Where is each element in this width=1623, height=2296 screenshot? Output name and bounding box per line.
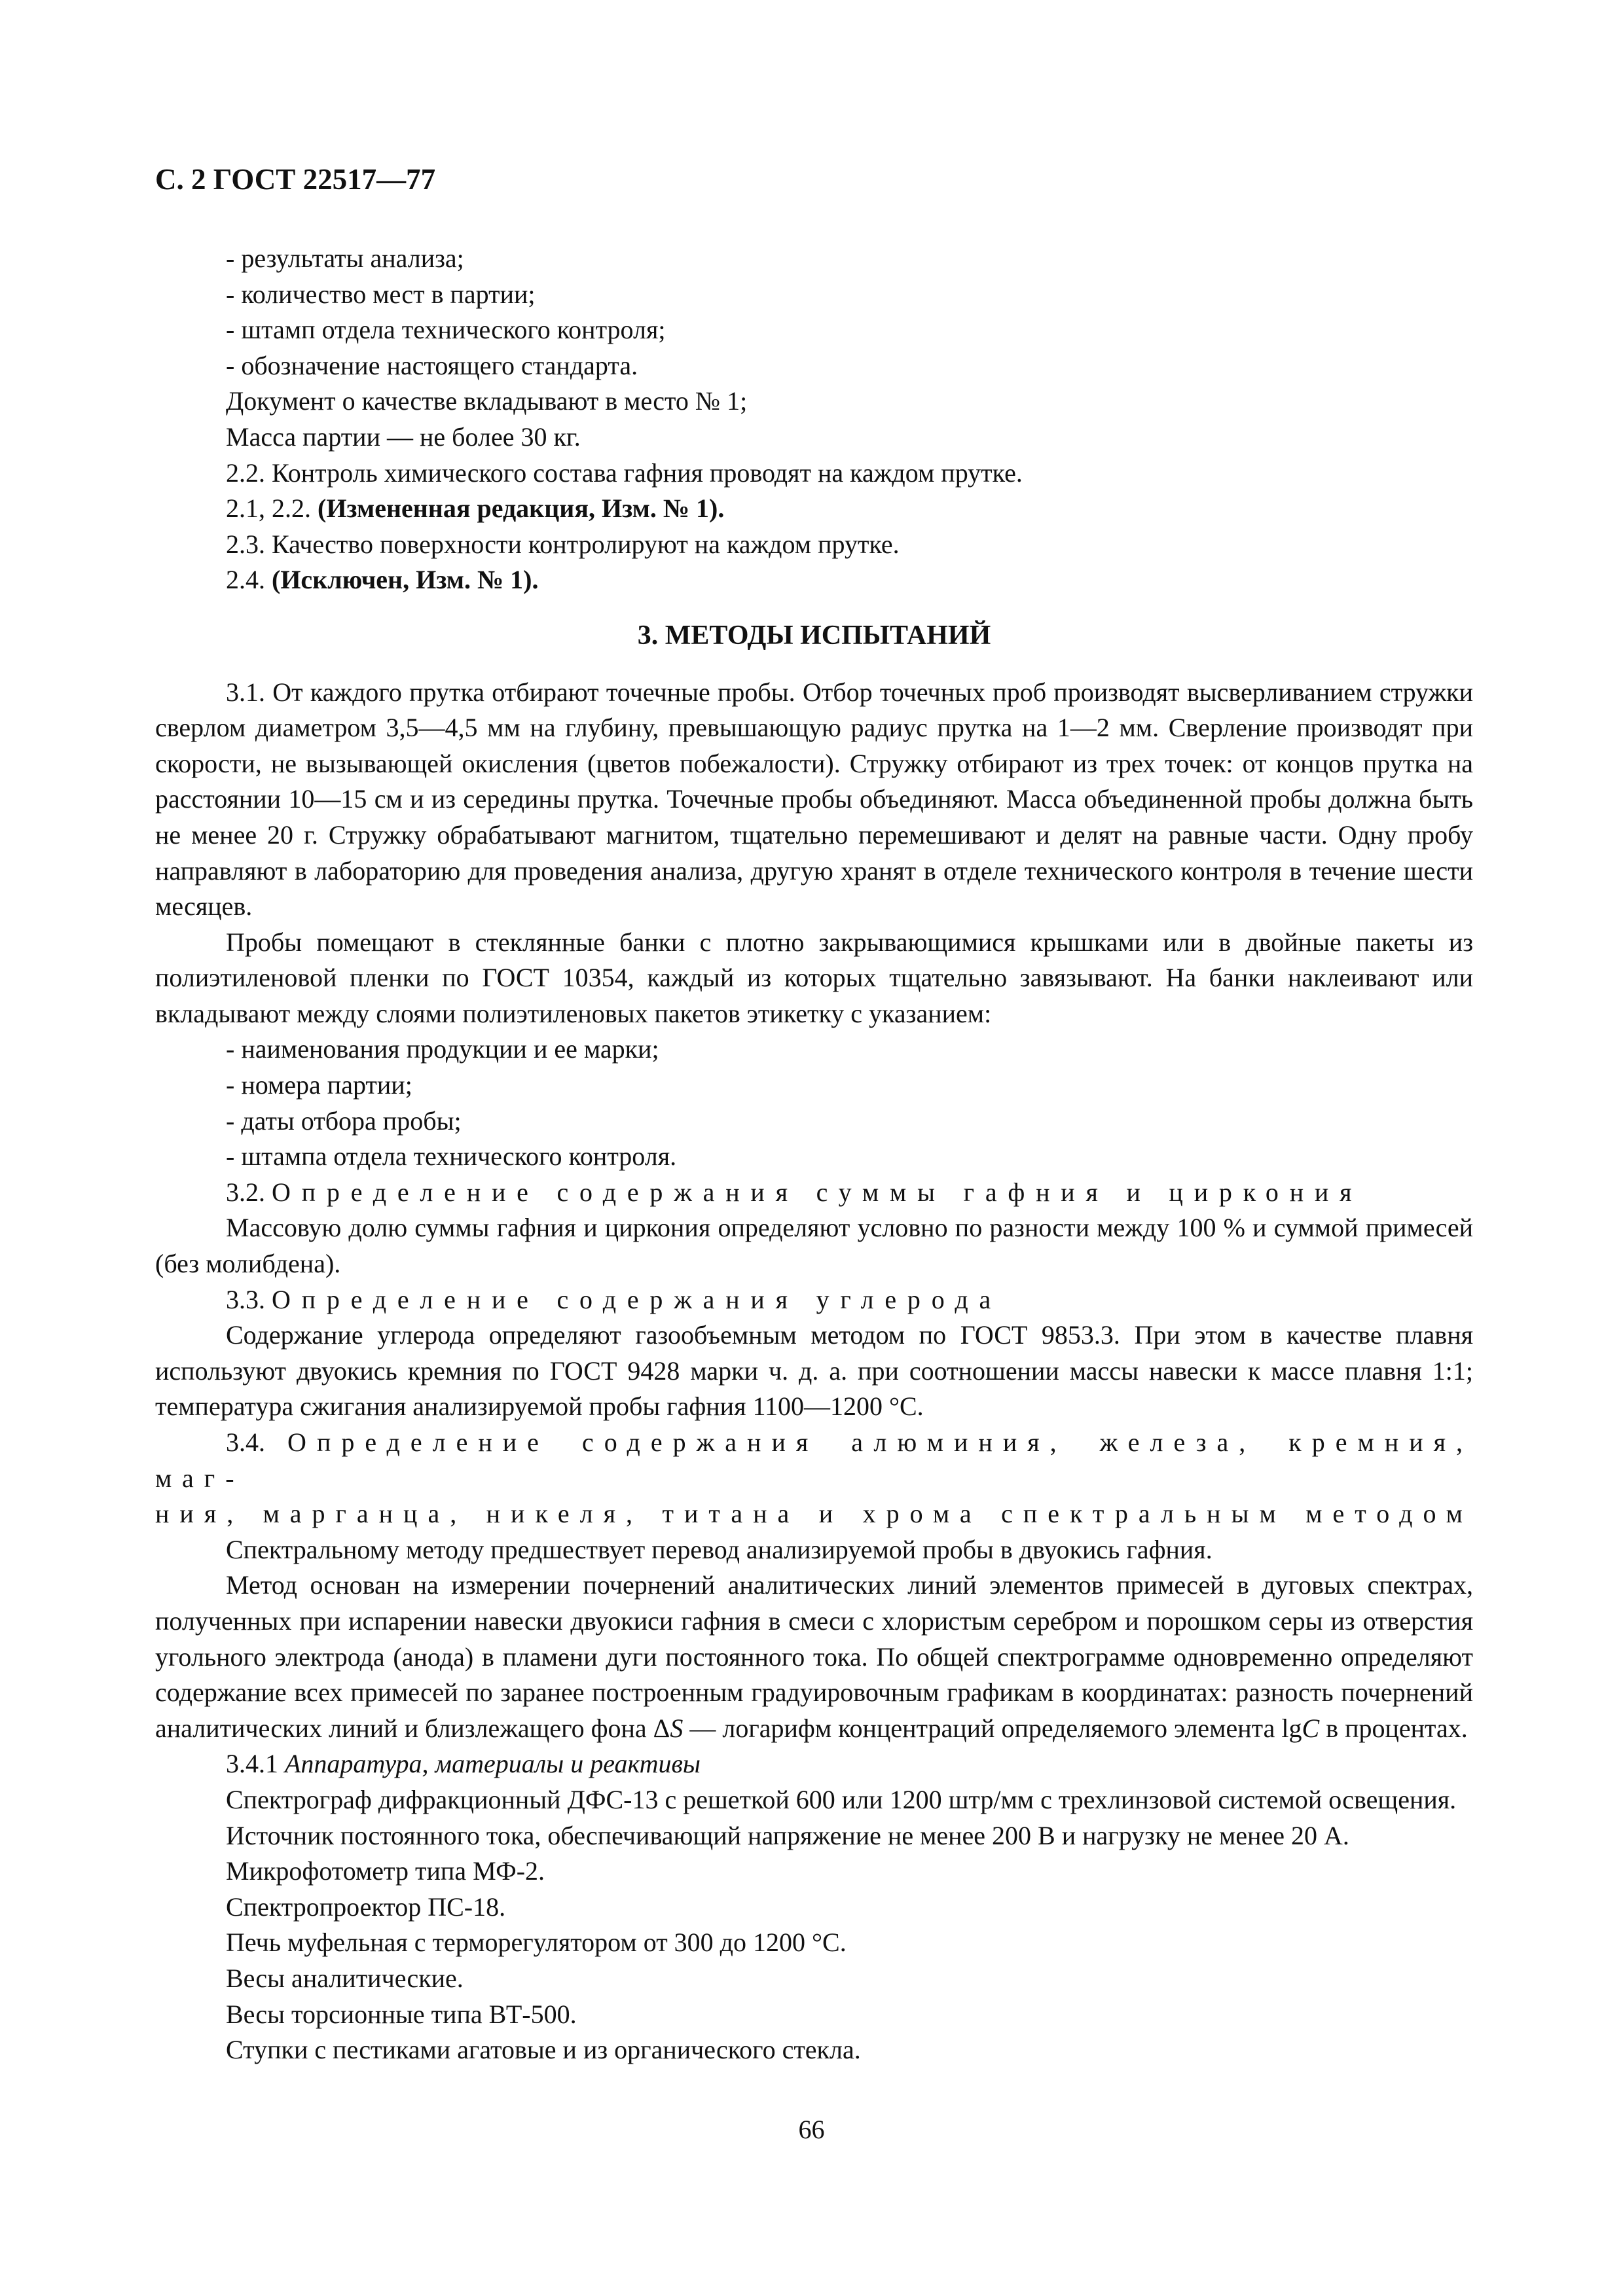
- subsection-number: 3.4.: [226, 1427, 288, 1457]
- text-line: 2.2. Контроль химического состава гафния проводят на каждом прутке.: [226, 457, 1023, 488]
- variable-s: S: [670, 1713, 684, 1743]
- paragraph: [155, 1568, 1473, 1746]
- subsection-title-line: ния, марганца, никеля, титана и хрома спектральным методом: [155, 1499, 1473, 1529]
- equipment-item: Микрофотометр типа МФ-2.: [226, 1856, 545, 1886]
- paragraph: Массовую долю суммы гафния и циркония определяют условно по разности между 100 % и суммой примесей (без молибдена).: [155, 1213, 1473, 1279]
- subsection-number: 3.4.1: [226, 1749, 285, 1779]
- paragraph-text: Метод основан на измерении почернений аналитических линий элементов примесей в дуговых спектрах, полученных при испарении навески двуокиси гафния в смеси с хлористым серебром и порошком серы из отверстия угольного электрода (анода) в пламени дуги постоянного тока. По общей спектрограмме одновременно определяют содержание всех примесей по заранее построенным градуировочным графикам в координатах: разность почернений аналитических линий и близлежащего фона Δ: [155, 1570, 1473, 1743]
- page-number: 66: [798, 2115, 825, 2144]
- subsection-heading: [155, 1425, 1473, 1496]
- document-body: [155, 241, 1473, 2068]
- text-line: Документ о качестве вкладывают в место № 1;: [226, 386, 748, 416]
- subsection-title: Определение содержания суммы гафния и циркония: [272, 1177, 1363, 1207]
- amendment-prefix: 2.1, 2.2.: [226, 493, 318, 524]
- subsection-heading: [155, 1282, 1473, 1318]
- list-item: - даты отбора пробы;: [226, 1105, 462, 1136]
- list-item: - количество мест в партии;: [226, 279, 536, 309]
- list-item: - номера партии;: [226, 1070, 412, 1100]
- paragraph-text: — логарифм концентраций определяемого элемента lg: [683, 1713, 1302, 1743]
- list-item: - штампа отдела технического контроля.: [226, 1141, 677, 1172]
- subsection-title-line: Определение содержания алюминия, железа, кремния, маг-: [155, 1427, 1474, 1493]
- list-item: - наименования продукции и ее марки;: [226, 1034, 659, 1064]
- equipment-item: Ступки с пестиками агатовые и из органического стекла.: [226, 2035, 861, 2065]
- page-header: С. 2 ГОСТ 22517—77: [155, 163, 436, 196]
- equipment-item: Весы торсионные типа ВТ-500.: [226, 1999, 577, 2029]
- equipment-item: Спектропроектор ПС-18.: [226, 1892, 506, 1922]
- subsection-heading: [155, 1746, 1473, 1782]
- subsection-title: Определение содержания углерода: [272, 1284, 1002, 1314]
- variable-c: C: [1302, 1713, 1320, 1743]
- amendment-prefix: 2.4.: [226, 565, 272, 595]
- subsection-number: 3.2.: [226, 1177, 272, 1207]
- paragraph: 3.1. От каждого прутка отбирают точечные пробы. Отбор точечных проб производят высверливанием стружки сверлом диаметром 3,5—4,5 мм на глубину, превышающую радиус прутка на 1—2 мм. Сверление производят при скорости, не вызывающей окисления (цветов побежалости). Стружку отбирают из трех точек: от концов прутка на расстоянии 10—15 см и из середины прутка. Точечные пробы объединяют. Масса объединенной пробы должна быть не менее 20 г. Стружку обрабатывают магнитом, тщательно перемешивают и делят на равные части. Одну пробу направляют в лабораторию для проведения анализа, другую хранят в отделе технического контроля в течение шести месяцев.: [155, 677, 1473, 922]
- paragraph-text: в процентах.: [1319, 1713, 1468, 1743]
- subsection-title: Аппаратура, материалы и реактивы: [285, 1749, 701, 1779]
- equipment-item: Печь муфельная с терморегулятором от 300 до 1200 °С.: [226, 1928, 847, 1958]
- amendment-note: [155, 562, 1473, 598]
- subsection-number: 3.3.: [226, 1284, 272, 1314]
- list-item: - обозначение настоящего стандарта.: [226, 350, 638, 380]
- paragraph: Содержание углерода определяют газообъемным методом по ГОСТ 9853.3. При этом в качестве плавня используют двуокись кремния по ГОСТ 9428 марки ч. д. а. при соотношении массы навески к массе плавня 1:1; температура сжигания анализируемой пробы гафния 1100—1200 °С.: [155, 1320, 1473, 1422]
- equipment-item: Весы аналитические.: [226, 1963, 464, 1993]
- text-line: Масса партии — не более 30 кг.: [226, 422, 581, 452]
- list-item: - результаты анализа;: [226, 243, 464, 273]
- paragraph: Спектрограф дифракционный ДФС-13 с решеткой 600 или 1200 штр/мм с трехлинзовой системой освещения.: [226, 1784, 1457, 1814]
- subsection-heading: [155, 1175, 1473, 1211]
- amendment-text: (Измененная редакция, Изм. № 1).: [318, 493, 725, 524]
- amendment-note: [155, 491, 1473, 527]
- amendment-text: (Исключен, Изм. № 1).: [272, 565, 539, 595]
- paragraph: Пробы помещают в стеклянные банки с плотно закрывающимися крышками или в двойные пакеты из полиэтиленовой пленки по ГОСТ 10354, каждый из которых тщательно завязывают. На банки наклеивают или вкладывают между слоями полиэтиленовых пакетов этикетку с указанием:: [155, 927, 1473, 1028]
- paragraph: Спектральному методу предшествует перевод анализируемой пробы в двуокись гафния.: [226, 1534, 1213, 1564]
- paragraph: Источник постоянного тока, обеспечивающий напряжение не менее 200 В и нагрузку не менее 20 А.: [226, 1820, 1349, 1850]
- text-line: 2.3. Качество поверхности контролируют на каждом прутке.: [226, 529, 900, 559]
- list-item: - штамп отдела технического контроля;: [226, 315, 666, 345]
- section-title: 3. МЕТОДЫ ИСПЫТАНИЙ: [637, 620, 991, 651]
